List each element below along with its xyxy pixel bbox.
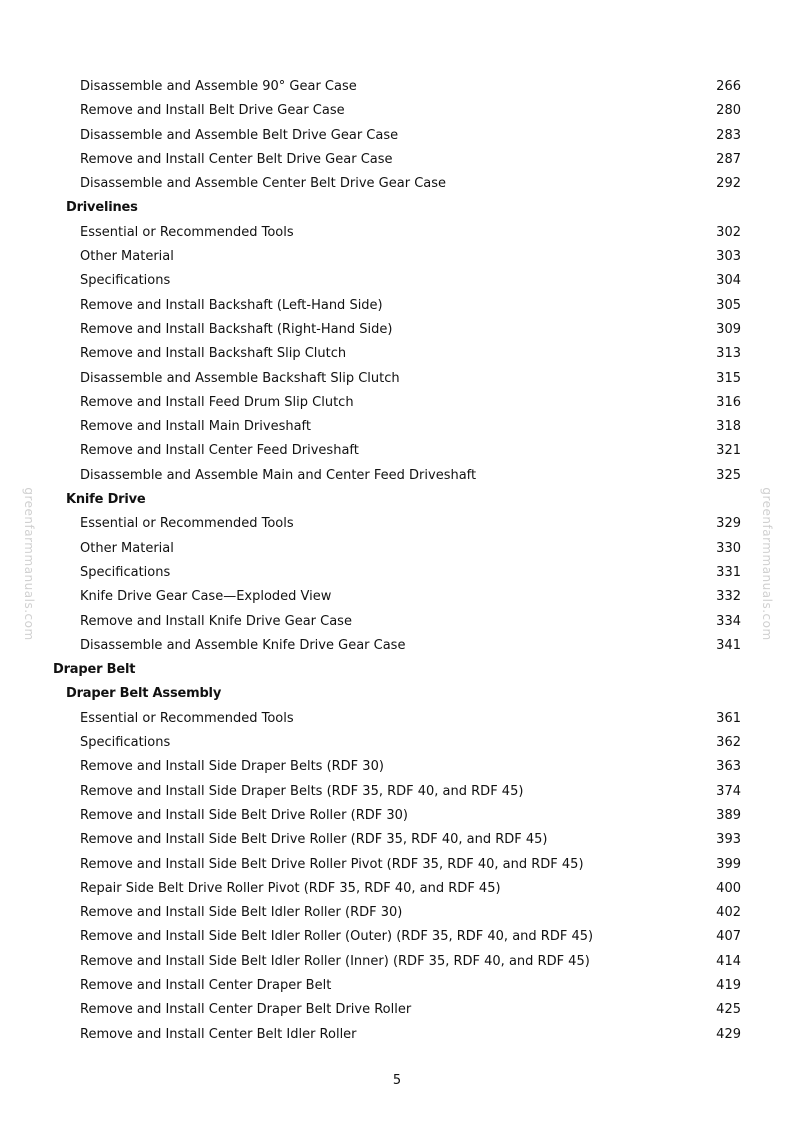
toc-entry-title: Draper Belt Assembly <box>66 686 222 702</box>
toc-entry-page-number: 303 <box>716 249 741 265</box>
toc-entry-page-number: 363 <box>716 759 741 775</box>
toc-entry[interactable] <box>0 537 794 561</box>
toc-entry[interactable] <box>0 877 794 901</box>
toc-section-heading[interactable] <box>0 658 794 682</box>
toc-entry-page-number: 331 <box>716 564 741 580</box>
toc-entry-page-number: 393 <box>716 832 741 848</box>
toc-entry[interactable] <box>0 1023 794 1047</box>
toc-entry-title: Other Material <box>80 249 174 265</box>
toc-entry[interactable] <box>0 75 794 99</box>
toc-entry-title: Essential or Recommended Tools <box>80 710 294 726</box>
toc-entry-page-number: 419 <box>716 977 741 993</box>
toc-entry-title: Disassemble and Assemble Knife Drive Gear Case <box>80 637 406 653</box>
toc-entry-title: Remove and Install Center Draper Belt Drive Roller <box>80 1002 412 1018</box>
toc-entry-title: Remove and Install Main Driveshaft <box>80 419 311 435</box>
toc-entry-page-number: 329 <box>716 516 741 532</box>
toc-entry-page-number: 389 <box>716 807 741 823</box>
toc-entry-title: Essential or Recommended Tools <box>80 516 294 532</box>
toc-entry-title: Remove and Install Side Draper Belts (RDF 35, RDF 40, and RDF 45) <box>80 783 524 799</box>
toc-entry[interactable] <box>0 731 794 755</box>
toc-entry-title: Specifications <box>80 273 171 289</box>
toc-entry-page-number: 374 <box>716 783 741 799</box>
toc-entry-title: Remove and Install Center Feed Driveshaft <box>80 443 359 459</box>
toc-entry[interactable] <box>0 269 794 293</box>
watermark-left: greenfarmmanuals.com <box>22 487 36 641</box>
toc-entry-page-number: 429 <box>716 1026 741 1042</box>
toc-entry-title: Remove and Install Side Belt Drive Roller (RDF 35, RDF 40, and RDF 45) <box>80 832 548 848</box>
toc-entry[interactable] <box>0 99 794 123</box>
toc-entry[interactable] <box>0 901 794 925</box>
toc-entry-title: Other Material <box>80 540 174 556</box>
toc-entry-title: Remove and Install Side Draper Belts (RDF 30) <box>80 759 384 775</box>
toc-entry[interactable] <box>0 707 794 731</box>
toc-entry[interactable] <box>0 585 794 609</box>
toc-entry-page-number: 400 <box>716 880 741 896</box>
toc-entry[interactable] <box>0 804 794 828</box>
toc-entry-page-number: 316 <box>716 394 741 410</box>
toc-entry-title: Knife Drive <box>66 492 146 508</box>
toc-entry-page-number: 283 <box>716 127 741 143</box>
toc-entry-page-number: 332 <box>716 589 741 605</box>
toc-entry-title: Remove and Install Backshaft (Right-Hand Side) <box>80 321 393 337</box>
toc-entry-title: Remove and Install Side Belt Drive Roller (RDF 30) <box>80 807 408 823</box>
toc-entry[interactable] <box>0 367 794 391</box>
toc-entry-title: Remove and Install Feed Drum Slip Clutch <box>80 394 354 410</box>
toc-entry-title: Drivelines <box>66 200 138 216</box>
toc-entry[interactable] <box>0 245 794 269</box>
toc-entry-page-number: 280 <box>716 103 741 119</box>
toc-entry[interactable] <box>0 148 794 172</box>
toc-entry-page-number: 304 <box>716 273 741 289</box>
toc-entry-page-number: 361 <box>716 710 741 726</box>
table-of-contents <box>0 75 794 1047</box>
toc-entry-page-number: 402 <box>716 905 741 921</box>
toc-entry-page-number: 287 <box>716 151 741 167</box>
toc-entry-title: Disassemble and Assemble Center Belt Drive Gear Case <box>80 176 447 192</box>
toc-entry-page-number: 313 <box>716 346 741 362</box>
toc-entry[interactable] <box>0 172 794 196</box>
toc-entry-page-number: 292 <box>716 176 741 192</box>
toc-entry-title: Disassemble and Assemble Main and Center Feed Driveshaft <box>80 467 477 483</box>
toc-entry-title: Remove and Install Backshaft Slip Clutch <box>80 346 347 362</box>
toc-entry-title: Remove and Install Side Belt Drive Roller Pivot (RDF 35, RDF 40, and RDF 45) <box>80 856 584 872</box>
toc-entry-title: Essential or Recommended Tools <box>80 224 294 240</box>
toc-entry[interactable] <box>0 853 794 877</box>
toc-entry-title: Remove and Install Center Belt Idler Roller <box>80 1026 357 1042</box>
toc-entry[interactable] <box>0 464 794 488</box>
toc-entry-title: Remove and Install Side Belt Idler Roller (RDF 30) <box>80 905 403 921</box>
toc-entry-title: Draper Belt <box>53 662 136 678</box>
toc-entry[interactable] <box>0 780 794 804</box>
watermark-right: greenfarmmanuals.com <box>760 487 774 641</box>
toc-entry-title: Remove and Install Backshaft (Left-Hand Side) <box>80 297 383 313</box>
toc-entry-title: Specifications <box>80 564 171 580</box>
toc-entry-title: Repair Side Belt Drive Roller Pivot (RDF 35, RDF 40, and RDF 45) <box>80 880 501 896</box>
toc-entry[interactable] <box>0 828 794 852</box>
toc-section-heading[interactable] <box>0 196 794 220</box>
toc-entry[interactable] <box>0 294 794 318</box>
toc-entry-page-number: 341 <box>716 637 741 653</box>
toc-entry[interactable] <box>0 221 794 245</box>
toc-entry-title: Remove and Install Center Belt Drive Gear Case <box>80 151 393 167</box>
toc-entry[interactable] <box>0 342 794 366</box>
toc-entry[interactable] <box>0 610 794 634</box>
toc-entry-page-number: 399 <box>716 856 741 872</box>
toc-entry-page-number: 425 <box>716 1002 741 1018</box>
toc-entry[interactable] <box>0 925 794 949</box>
toc-entry-title: Disassemble and Assemble Backshaft Slip Clutch <box>80 370 400 386</box>
toc-entry-title: Disassemble and Assemble Belt Drive Gear Case <box>80 127 399 143</box>
toc-entry[interactable] <box>0 974 794 998</box>
toc-section-heading[interactable] <box>0 488 794 512</box>
toc-entry[interactable] <box>0 950 794 974</box>
toc-entry-title: Specifications <box>80 735 171 751</box>
toc-entry-title: Remove and Install Knife Drive Gear Case <box>80 613 352 629</box>
toc-entry-page-number: 321 <box>716 443 741 459</box>
toc-entry-title: Remove and Install Belt Drive Gear Case <box>80 103 345 119</box>
toc-entry[interactable] <box>0 634 794 658</box>
toc-entry-page-number: 414 <box>716 953 741 969</box>
toc-entry[interactable] <box>0 318 794 342</box>
toc-entry[interactable] <box>0 561 794 585</box>
toc-entry[interactable] <box>0 415 794 439</box>
toc-entry-page-number: 315 <box>716 370 741 386</box>
toc-entry[interactable] <box>0 755 794 779</box>
toc-entry[interactable] <box>0 391 794 415</box>
toc-entry[interactable] <box>0 512 794 536</box>
toc-entry[interactable] <box>0 998 794 1022</box>
toc-entry-page-number: 325 <box>716 467 741 483</box>
toc-entry-title: Knife Drive Gear Case—Exploded View <box>80 589 332 605</box>
toc-entry[interactable] <box>0 124 794 148</box>
toc-entry[interactable] <box>0 439 794 463</box>
toc-entry-page-number: 302 <box>716 224 741 240</box>
toc-entry-page-number: 362 <box>716 735 741 751</box>
toc-entry-page-number: 334 <box>716 613 741 629</box>
toc-entry-title: Remove and Install Side Belt Idler Roller (Inner) (RDF 35, RDF 40, and RDF 45) <box>80 953 590 969</box>
toc-entry-title: Remove and Install Center Draper Belt <box>80 977 332 993</box>
toc-entry-title: Remove and Install Side Belt Idler Roller (Outer) (RDF 35, RDF 40, and RDF 45) <box>80 929 594 945</box>
toc-entry-page-number: 318 <box>716 419 741 435</box>
toc-entry-page-number: 305 <box>716 297 741 313</box>
toc-entry-title: Disassemble and Assemble 90° Gear Case <box>80 79 357 94</box>
page-number: 5 <box>392 1073 402 1088</box>
toc-section-heading[interactable] <box>0 682 794 706</box>
toc-entry-page-number: 330 <box>716 540 741 556</box>
toc-entry-page-number: 407 <box>716 929 741 945</box>
toc-entry-page-number: 309 <box>716 321 741 337</box>
toc-entry-page-number: 266 <box>716 79 741 94</box>
